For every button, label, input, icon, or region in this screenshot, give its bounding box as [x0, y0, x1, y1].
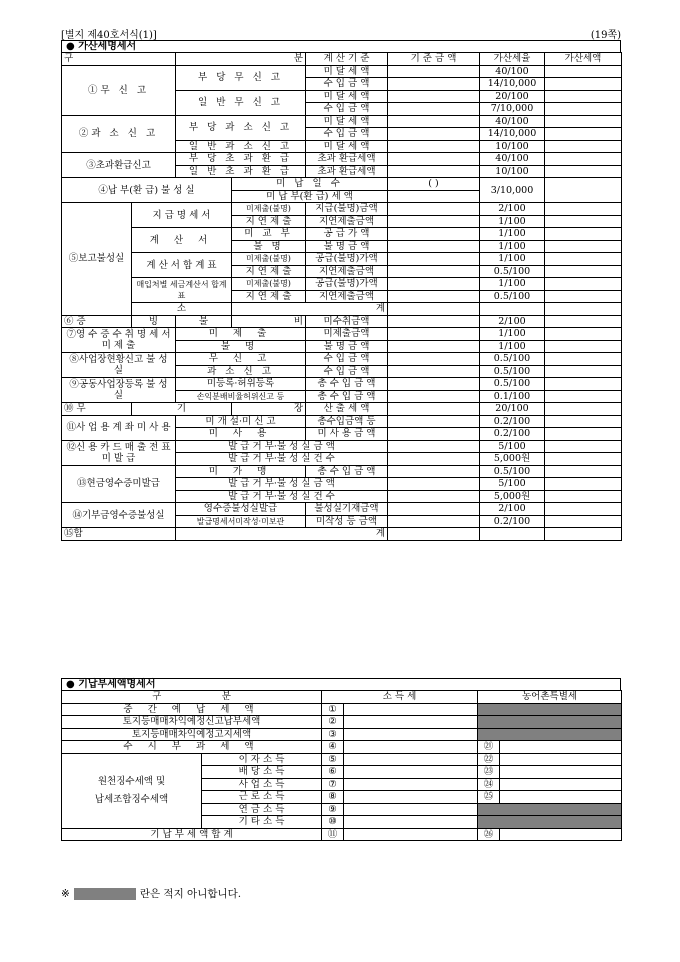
form-header [61, 26, 621, 41]
footnote: ※ 란은 적지 아니합니다. [61, 888, 242, 900]
section1-title: ● 가산세명세서 [61, 40, 621, 52]
bullet-icon: ● [66, 679, 75, 690]
header-row: 구 분 계 산 기 준 기 준 금 액 가산세율 가산세액 [62, 53, 622, 66]
gubun-header: 구 분 [62, 691, 322, 704]
section2-title: ● 기납부세액명세서 [61, 678, 621, 690]
form-number: [별지 제40호서식(1)] [61, 30, 157, 41]
amount-cell[interactable] [388, 65, 480, 78]
penalty-tax-table: 구 분 계 산 기 준 기 준 금 액 가산세율 가산세액 ①무 신 고 부 당 무 신 고 미 달 세 액 40/100 수 입 금 액 14/10,000 일 반 무 신 고 미 달 세 액 20/100 수 입 금 액 7/10,000 ②과 소 신 고 부 당 과 소 신 고 미 달 세 액 40/100 수 입 금 액 14/10,000 일 반 과 소 신 고 미 달 세 액 10/100 ③초과환급신고 부 당 초 과 환 급 초과 환급세액 40/100 일 반 초 과 환 급 초과 환급세액 10/100 ④납 부(환 급) 불 성 실 미 납 일 수 ( ) 3/10,000 미 납 부(환 급) 세 액 ⑤보고불성실 지 급 명 세 서 미제출(불명) 지급(불명)금액 2/100 지 연 제 출 지연제출금액 1/100 계 산 서 미 교 부 공 급 가 액 1/100 불 명 불 명 금 액 1/100 계 산 서 합 계 표 미제출(불명) 공급(불명)가액 1/100 지 연 제 출 지연제출금액 0.5/100 매입처별 세금계산서 합계표 미제출(불명) 공급(불명)가액 1/100 지 연 제 출 지연제출금액 0.5/100 소 계 ⑥ 증 빙 불 비 미수취금액 2/100 ⑦영 수 증 수 취 명 세 서 미 제 출 미 제 출 미제출금액 1/100 불 명 불 명 금 액 1/100 ⑧사업장현황신고 불 성 실 무 신 고 수 입 금 액 0.5/100 과 소 신 고 수 입 금 액 0.5/100 ⑨공동사업장등록 불 성 실 미등록·허위등록 총 수 입 금 액 0.5/100 손익분배비율허위신고 등 총 수 입 금 액 0.1/100 ⑩ 무 기 장 산 출 세 액 20/100 ⑪사 업 용 계 좌 미 사 용 미 개 설·미 신 고 총수입금액 등 0.2/100 미 사 용 미 사 용 금 액 0.2/100 ⑫신 용 카 드 매 출 전 표 미 발 급 발 급 거 부·불 성 실 금 액 5/100 발 급 거 부·불 성 실 건 수 5,000원 ⑬현금영수증미발급 미 가 맹 총 수 입 금 액 0.5/100 발 급 거 부·불 성 실 금 액 5/100 발 급 거 부·불 성 실 건 수 5,000원 ⑭기부금영수증불성실 영수증불성실발급 불성실기재금액 2/100 발급명세서미작성·미보관 미작성 등 금액 0.2/100 ⑮합 계 [61, 52, 622, 541]
withholding-label: 원천징수세액 및 납세조합징수세액 [62, 753, 202, 828]
gray-box-sample [74, 888, 136, 900]
bullet-icon: ● [66, 41, 75, 52]
tax-cell[interactable] [545, 65, 622, 78]
page-number: (19쪽) [590, 30, 621, 41]
prepaid-tax-table: 구 분 소 득 세 농어촌특별세 중 간 예 납 세 액 ① 토지등매매차익예정신고납부세액 ② 토지등매매차익예정고지세액 ③ 수 시 부 과 세 액 ④ ㉑ 원천징수세액 및 납세조합징수세액 이 자 소 득 ⑤ ㉒ 배 당 소 득 ⑥ ㉓ 사 업 소 득 ⑦ ㉔ 근 로 소 득 ⑧ ㉕ 연 금 소 득 ⑨ 기 타 소 득 ⑩ 기 납 부 세 액 합 계 ⑪ ㉖ [61, 690, 622, 841]
